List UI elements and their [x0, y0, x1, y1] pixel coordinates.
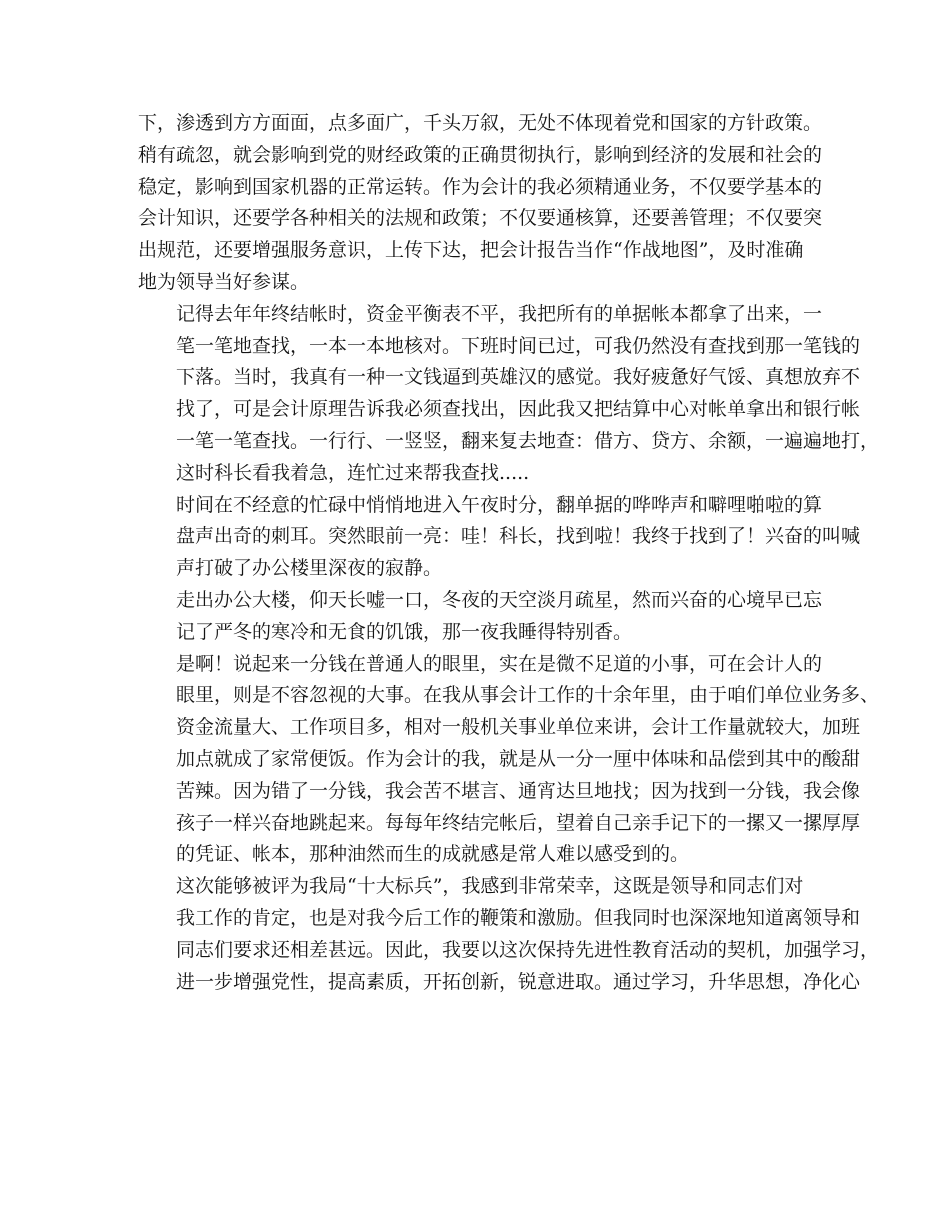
- paragraph: [138, 299, 880, 490]
- text-line: 眼里，则是不容忽视的大事。在我从事会计工作的十余年里，由于咱们单位业务多、: [176, 684, 880, 707]
- text-line: 这时科长看我着急，连忙过来帮我查找.....: [176, 461, 530, 484]
- text-line: 孩子一样兴奋地跳起来。每每年终结完帐后，望着自己亲手记下的一摞又一摞厚厚: [176, 811, 861, 834]
- paragraph: [138, 871, 880, 998]
- text-line: 稍有疏忽，就会影响到党的财经政策的正确贯彻执行，影响到经济的发展和社会的: [138, 143, 823, 166]
- text-line: 我工作的肯定，也是对我今后工作的鞭策和激励。但我同时也深深地知道离领导和: [176, 906, 861, 929]
- paragraph: [138, 108, 823, 299]
- text-line: 苦辣。因为错了一分钱，我会苦不堪言、通宵达旦地找；因为找到一分钱，我会像: [176, 779, 861, 802]
- text-line: 一笔一笔查找。一行行、一竖竖，翻来复去地查：借方、贷方、余额，一遍遍地打，: [176, 429, 880, 452]
- text-line: 找了，可是会计原理告诉我必须查找出，因此我又把结算中心对帐单拿出和银行帐: [176, 398, 861, 421]
- text-line: 走出办公大楼，仰天长嘘一口，冬夜的天空淡月疏星，然而兴奋的心境早已忘: [176, 588, 823, 611]
- text-line: 记得去年年终结帐时，资金平衡表不平，我把所有的单据帐本都拿了出来，一: [176, 302, 823, 325]
- text-line: 声打破了办公楼里深夜的寂静。: [176, 557, 443, 580]
- paragraph: [138, 649, 880, 872]
- text-line: 下落。当时，我真有一种一文钱逼到英雄汉的感觉。我好疲惫好气馁、真想放弃不: [176, 366, 861, 389]
- paragraph: [138, 585, 823, 649]
- text-line: 记了严冬的寒冷和无食的饥饿，那一夜我睡得特别香。: [176, 620, 633, 643]
- text-line: 稳定，影响到国家机器的正常运转。作为会计的我必须精通业务，不仅要学基本的: [138, 175, 823, 198]
- text-line: 出规范，还要增强服务意识，上传下达，把会计报告当作“作战地图”，及时准确: [138, 239, 804, 262]
- paragraph: [138, 490, 861, 585]
- text-line: 盘声出奇的刺耳。突然眼前一亮：哇！科长，找到啦！我终于找到了！兴奋的叫喊: [176, 525, 861, 548]
- text-line: 笔一笔地查找，一本一本地核对。下班时间已过，可我仍然没有查找到那一笔钱的: [176, 334, 861, 357]
- text-line: 地为领导当好参谋。: [138, 270, 310, 293]
- text-line: 是啊！说起来一分钱在普通人的眼里，实在是微不足道的小事，可在会计人的: [176, 652, 823, 675]
- document-body: [138, 108, 880, 998]
- text-line: 进一步增强党性，提高素质，开拓创新，锐意进取。通过学习，升华思想，净化心: [176, 970, 861, 993]
- text-line: 同志们要求还相差甚远。因此，我要以这次保持先进性教育活动的契机，加强学习，: [176, 938, 880, 961]
- text-line: 时间在不经意的忙碌中悄悄地进入午夜时分，翻单据的哗哗声和噼哩啪啦的算: [176, 493, 823, 516]
- text-line: 的凭证、帐本，那种油然而生的成就感是常人难以感受到的。: [176, 843, 690, 866]
- text-line: 会计知识，还要学各种相关的法规和政策；不仅要通核算，还要善管理；不仅要突: [138, 207, 823, 230]
- text-line: 加点就成了家常便饭。作为会计的我，就是从一分一厘中体味和品偿到其中的酸甜: [176, 747, 861, 770]
- text-line: 这次能够被评为我局“十大标兵”，我感到非常荣幸，这既是领导和同志们对: [176, 875, 804, 898]
- text-line: 下，渗透到方方面面，点多面广，千头万叙，无处不体现着党和国家的方针政策。: [138, 112, 823, 134]
- text-line: 资金流量大、工作项目多，相对一般机关事业单位来讲，会计工作量就较大，加班: [176, 716, 861, 739]
